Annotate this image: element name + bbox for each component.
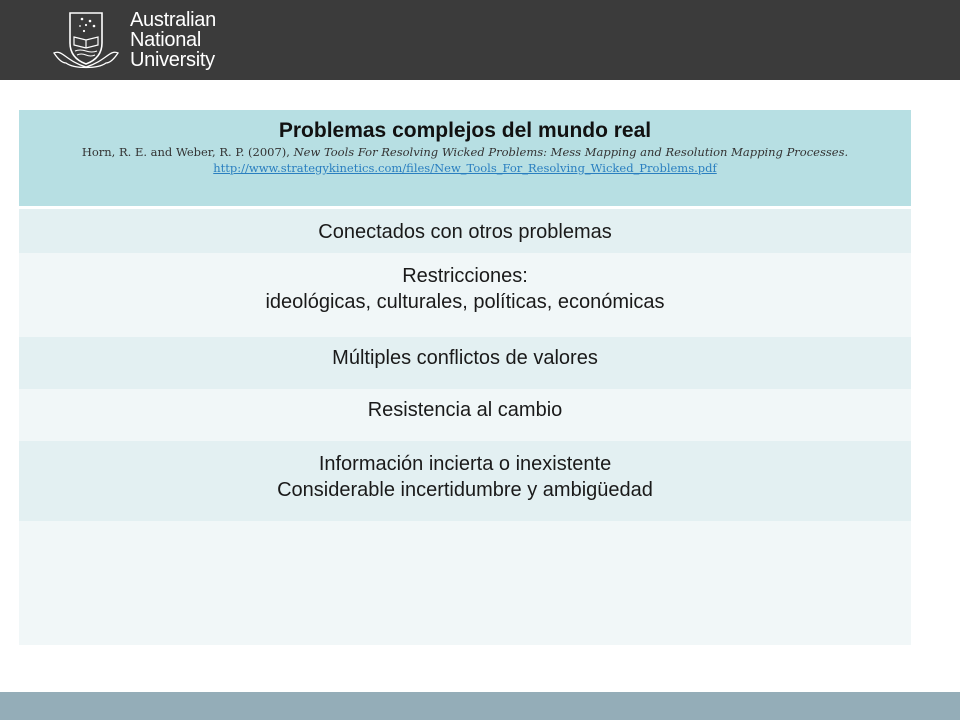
table-row-empty [19, 521, 911, 645]
citation-link[interactable]: http://www.strategykinetics.com/files/New_Tools_For_Resolving_Wicked_Problems.pdf [213, 161, 717, 175]
table-row [19, 209, 911, 253]
row-text: Información incierta o inexistente [318, 453, 612, 475]
logo-line-2: National [130, 29, 201, 51]
row-text: Múltiples conflictos de valores [332, 347, 598, 369]
anu-logo [50, 8, 216, 72]
row-text: Resistencia al cambio [367, 399, 563, 421]
logo-wordmark [130, 10, 216, 70]
logo-line-1: Australian [130, 9, 216, 31]
table-row [19, 253, 911, 337]
row-text: Restricciones: [402, 265, 528, 287]
anu-crest-icon [50, 9, 122, 71]
bottom-bar [0, 692, 960, 720]
row-text: Conectados con otros problemas [318, 221, 612, 243]
row-text: Considerable incertidumbre y ambigüedad [277, 479, 653, 501]
table-title: Problemas complejos del mundo real [278, 119, 652, 142]
table-header [19, 110, 911, 206]
logo-line-3: University [130, 49, 215, 71]
row-text: ideológicas, culturales, políticas, económicas [265, 291, 665, 313]
citation [82, 144, 848, 160]
citation-work: New Tools For Resolving Wicked Problems: Mess Mapping and Resolution Mapping Processes. [293, 145, 849, 159]
top-bar [0, 0, 960, 80]
content-table [19, 110, 911, 645]
table-row [19, 441, 911, 521]
table-row [19, 389, 911, 441]
citation-authors: Horn, R. E. and Weber, R. P. (2007), [81, 145, 290, 159]
table-row [19, 337, 911, 389]
